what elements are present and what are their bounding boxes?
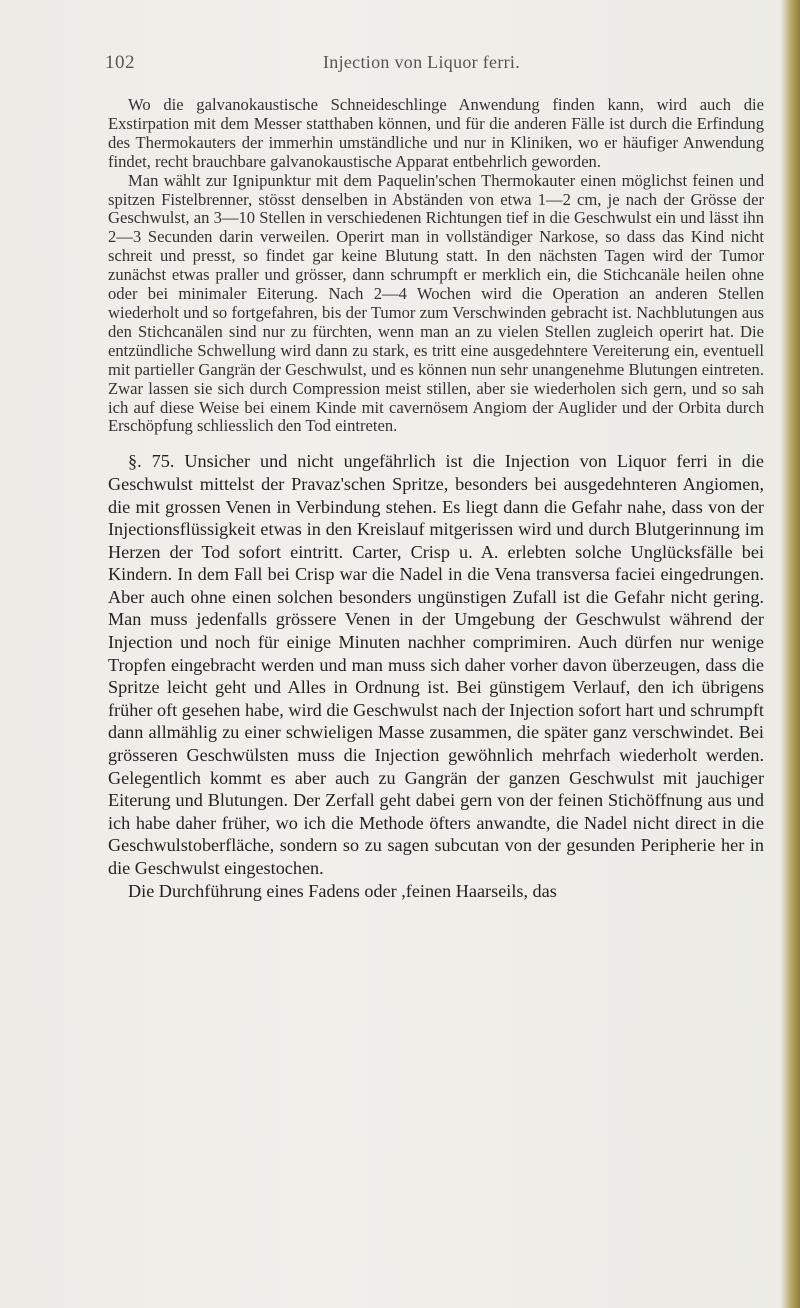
- section-spacer: [108, 436, 764, 450]
- paragraph-thermokauter-intro: Wo die galvanokaustische Schneideschlinge Anwendung finden kann, wird auch die Exstirpation mit dem Messer statthaben können, und für die anderen Fälle ist durch die Erfindung des Thermokauters der immerhin umständliche und nur in Kliniken, wo er häufiger Anwendung findet, recht brauchbare galvanokaustische Apparat entbehrlich geworden.: [108, 95, 764, 171]
- running-title: Injection von Liquor ferri.: [323, 52, 521, 72]
- body-text: [108, 96, 764, 902]
- page-edge-shadow: [780, 0, 800, 1308]
- paragraph-fadens: Die Durchführung eines Fadens oder ,feinen Haarseils, das: [128, 880, 557, 901]
- paragraph-ignipunktur: Man wählt zur Ignipunktur mit dem Paquelin'schen Thermokauter einen möglichst feinen und spitzen Fistelbrenner, stösst denselben in Abständen von etwa 1—2 cm, je nach der Grösse der Geschwulst, an 3—10 Stellen in verschiedenen Richtungen tief in die Geschwulst ein und lässt ihn 2—3 Secunden darin verweilen. Operirt man in vollständiger Narkose, so dass das Kind nicht schreit und presst, so findet gar keine Blutung statt. In den nächsten Tagen wird der Tumor zunächst etwas praller und grösser, dann schrumpft er merklich ein, die Stichcanäle heilen ohne oder bei minimaler Eiterung. Nach 2—4 Wochen wird die Operation an anderen Stellen wiederholt und so fortgefahren, bis der Tumor zum Verschwinden gebracht ist. Nachblutungen aus den Stichcanälen sind nur zu fürchten, wenn man an zu vielen Stellen zugleich operirt hat. Die entzündliche Schwellung wird dann zu stark, es tritt eine ausgedehntere Vereiterung ein, eventuell mit partieller Gangrän der Geschwulst, und es können nun sehr unangenehme Blutungen eintreten. Zwar lassen sie sich durch Compression meist stillen, aber sie wiederholen sich gern, und so sah ich auf diese Weise bei einem Kinde mit cavernösem Angiom der Auglider und der Orbita durch Erschöpfung schliesslich den Tod eintreten.: [108, 170, 764, 436]
- paragraph-section-75: §. 75. Unsicher und nicht ungefährlich ist die Injection von Liquor ferri in die Geschwulst mittelst der Pravaz'schen Spritze, besonders bei ausgedehnteren Angiomen, die mit grossen Venen in Verbindung stehen. Es liegt dann die Gefahr nahe, dass von der Injectionsflüssigkeit etwas in den Kreislauf mitgerissen wird und durch Blutgerinnung im Herzen der Tod sofort eintritt. Carter, Crisp u. A. erlebten solche Unglücksfälle bei Kindern. In dem Fall bei Crisp war die Nadel in die Vena transversa faciei eingedrungen. Aber auch ohne einen solchen besonders ungünstigen Zufall ist die Gefahr nicht gering. Man muss jedenfalls grössere Venen in der Umgebung der Geschwulst während der Injection und noch für einige Minuten nachher comprimiren. Auch dürfen nur wenige Tropfen eingebracht werden und man muss sich daher vorher davon überzeugen, dass die Spritze leicht geht und Alles in Ordnung ist. Bei günstigem Verlauf, den ich übrigens früher oft gesehen habe, wird die Geschwulst nach der Injection sofort hart und schrumpft dann allmählig zu einer schwieligen Masse zusammen, die später ganz verschwindet. Bei grösseren Geschwülsten muss die Injection gewöhnlich mehrfach wiederholt werden. Gelegentlich kommt es aber auch zu Gangrän der ganzen Geschwulst mit jauchiger Eiterung und Blutungen. Der Zerfall geht dabei gern von der feinen Stichöffnung aus und ich habe daher früher, wo ich die Methode öfters anwandte, die Nadel nicht direct in die Geschwulstoberfläche, sondern so zu sagen subcutan von der gesunden Peripherie her in die Geschwulst eingestochen.: [108, 451, 764, 878]
- page-header: [105, 52, 745, 80]
- page-number: 102: [105, 52, 135, 73]
